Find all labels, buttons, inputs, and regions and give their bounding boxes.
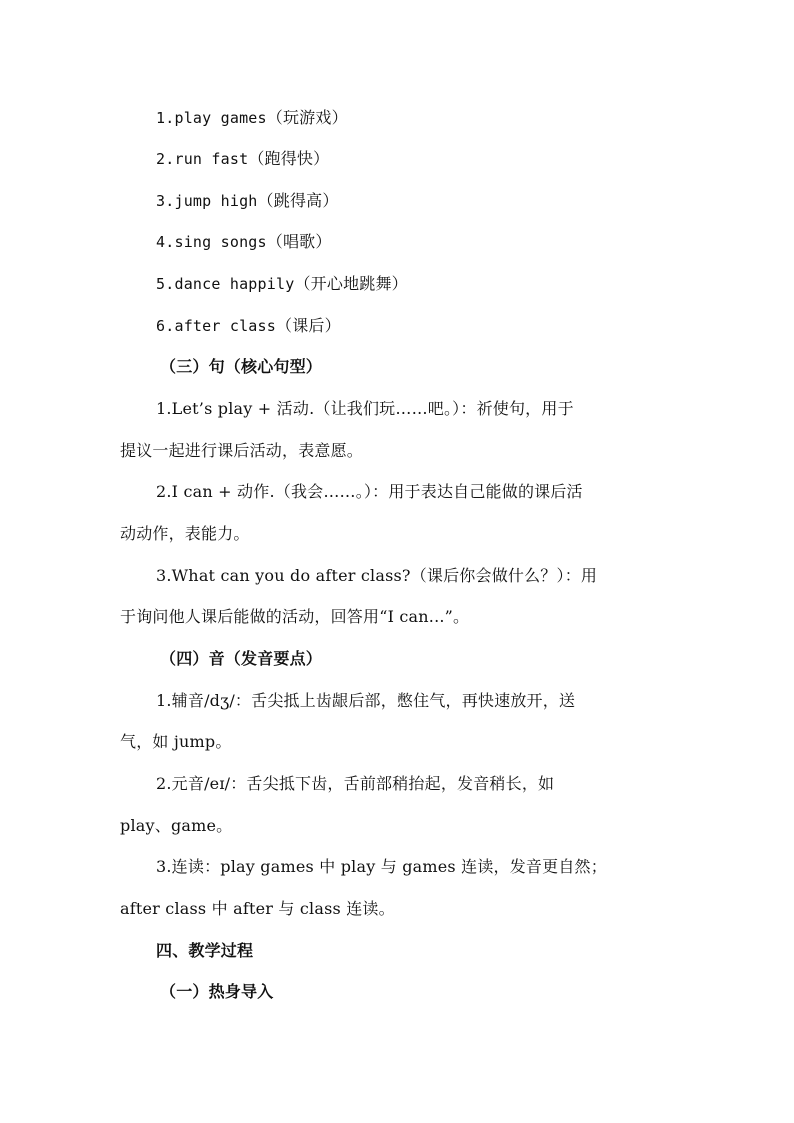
vocab-item-2 <box>156 148 329 170</box>
vocab-zh: （开心地跳舞） <box>294 274 408 293</box>
vocab-item-4 <box>156 231 332 253</box>
pronunciation-item-1-line2: 气，如 jump。 <box>120 732 232 751</box>
vocab-zh: （玩游戏） <box>266 108 348 127</box>
pronunciation-item-2-line2: play、game。 <box>120 816 233 835</box>
vocab-en: 2.run fast <box>156 150 249 168</box>
sentence-item-1-line2: 提议一起进行课后活动，表意愿。 <box>120 441 364 460</box>
part-heading-teaching-process: 四、教学过程 <box>156 941 254 960</box>
sentence-item-3-line2: 于询问他人课后能做的活动，回答用“I can...”。 <box>120 607 470 626</box>
vocab-item-3 <box>156 190 339 212</box>
vocab-zh: （跑得快） <box>248 149 330 168</box>
vocab-zh: （跳得高） <box>257 191 339 210</box>
vocab-zh: （唱歌） <box>266 232 332 251</box>
vocab-en: 3.jump high <box>156 192 258 210</box>
vocab-en: 4.sing songs <box>156 233 267 251</box>
vocab-item-6 <box>156 315 341 337</box>
section-heading-sentences: （三）句（核心句型） <box>160 357 323 376</box>
sentence-item-2-line2: 动动作，表能力。 <box>120 524 250 543</box>
vocab-en: 1.play games <box>156 109 267 127</box>
sentence-item-2-line1: 2.I can + 动作.（我会……。）：用于表达自己能做的课后活 <box>156 482 583 501</box>
vocab-item-1 <box>156 107 348 129</box>
sentence-item-3-line1: 3.What can you do after class?（课后你会做什么？）：用 <box>156 566 598 585</box>
section-heading-pronunciation: （四）音（发音要点） <box>160 649 323 668</box>
vocab-item-5 <box>156 273 408 295</box>
sentence-item-1-line1: 1.Let’s play + 活动.（让我们玩……吧。）：祈使句，用于 <box>156 399 574 418</box>
pronunciation-item-3-line1: 3.连读：play games 中 play 与 games 连读，发音更自然； <box>156 857 607 876</box>
pronunciation-item-2-line1: 2.元音/eɪ/：舌尖抵下齿，舌前部稍抬起，发音稍长，如 <box>156 774 555 793</box>
vocab-en: 6.after class <box>156 317 276 335</box>
vocab-en: 5.dance happily <box>156 275 295 293</box>
vocab-zh: （课后） <box>276 316 341 335</box>
pronunciation-item-3-line2: after class 中 after 与 class 连读。 <box>120 899 395 918</box>
pronunciation-item-1-line1: 1.辅音/dʒ/：舌尖抵上齿龈后部，憋住气，再快速放开，送 <box>156 691 576 710</box>
subsection-heading-warm-up: （一）热身导入 <box>160 982 274 1001</box>
